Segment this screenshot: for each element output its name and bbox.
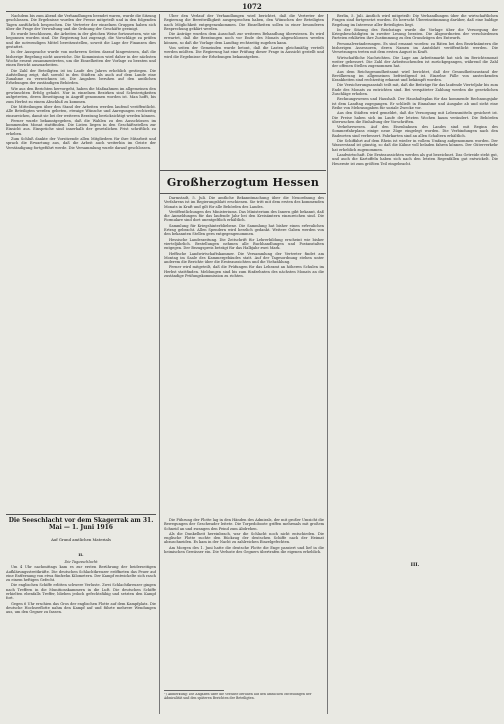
paragraph: Ferner wird mitgeteilt, daß die Prüfungen für das Lehramt an höheren Schulen im Herbst stattfinden. Meldungen sind bis zum fünfzehnten des nächsten Monats an die zuständige Prüfungskommission zu richten. [164, 265, 324, 279]
subheading: Die Tagesschlacht [64, 560, 98, 564]
section-header-hessen [160, 170, 326, 194]
column-1 [6, 14, 156, 502]
paragraph: Ferner wurde bekanntgegeben, daß die Wahlen zu den Ausschüssen im kommenden Monat stattfinden. Die Listen liegen in den Geschäftsstellen zur Einsicht aus. Einsprüche sind innerhalb der gesetzlichen Frist schriftlich zu erheben. [6, 118, 156, 136]
paragraph: Veröffentlichungen des Ministeriums. Das Ministerium des Innern gibt bekannt, daß die Anmeldungen für das laufende Jahr bei den Kreisämtern einzureichen sind. Die Formulare sind dort unentgeltlich erhältlich. [164, 209, 324, 223]
paragraph: Die englischen Schiffe erlitten schwere Verluste. Zwei Schlachtkreuzer gingen nach Treffern in die Munitionskammern in die Luft. Die deutschen Schiffe erhielten ebenfalls Treffer, blieben jedoch gefechtsfähig und setzten den Kampf fort. [6, 583, 156, 601]
column-3 [332, 14, 498, 714]
paragraph: Landwirtschaft. Die Ernteaussichten werden als gut bezeichnet. Das Getreide steht gut, und auch die Kartoffeln haben sich nach den letzten Regenfällen gut entwickelt. Die Heuernte ist zum größten Teil eingebracht. [332, 152, 498, 166]
paragraph: Als die Dunkelheit hereinbrach, war die Schlacht noch nicht entschieden. Die englische Flotte suchte den Rückzug der deutschen Schiffe nach der Heimat abzuschneiden. Es kam in der Nacht zu zahlreichen Einzelgefechten. [164, 531, 324, 545]
paragraph: In der Aussprache wurde von mehreren Seiten darauf hingewiesen, daß die bisherige Regelung nicht ausreiche. Die Kommission wird daher in der nächsten Woche erneut zusammentreten, um die Einzelheiten der Vorlage zu beraten und einen Bericht auszuarbeiten. [6, 50, 156, 68]
article-subtitle: Auf Grund amtlichen Materials [51, 537, 111, 542]
section-numeral: II. [78, 552, 84, 557]
footnote: *) Anmerkung: Die Angaben über die Verluste beruhen auf den amtlichen Mitteilungen der Admiralität und den späteren Berichten der Beteiligten. [164, 693, 312, 700]
paragraph: In der Sitzung des Reichstags wurde die Vorlage über die Versorgung der Kriegsbeschädigten in zweiter Lesung beraten. Die Abgeordneten der verschiedenen Parteien erklärten ihre Zustimmung zu den Grundzügen des Entwurfs. [332, 27, 498, 41]
paragraph: Am Morgen des 1. Juni hatte die deutsche Flotte die Enge passiert und lief in die heimischen Gewässer ein. Die Verluste des Gegners übertrafen die eigenen erheblich. [164, 545, 324, 555]
paragraph: Personalveränderungen. Es sind ernannt worden: zu Räten bei den Bezirksämtern die bisherigen Assessoren, deren Namen im Amtsblatt veröffentlicht werden. Die Versetzungen treten mit dem ersten August in Kraft. [332, 41, 498, 55]
paragraph: Sammlung für Kriegshinterbliebene. Die Sammlung hat bisher einen erfreulichen Ertrag gebracht. Allen Spendern wird herzlich gedankt. Weitere Gaben werden von den bekannten Stellen gern entgegengenommen. [164, 223, 324, 237]
section-numeral-iii: III. [410, 562, 420, 568]
paragraph: Zum Schluß dankte der Vorsitzende allen Mitgliedern für ihre Mitarbeit und sprach die Erwartung aus, daß die Arbeit auch weiterhin im Geiste der Verständigung fortgeführt werde. Die Versammlung wurde darauf geschlossen. [6, 137, 156, 150]
paragraph: Berlin, 5. Juli. Amtlich wird mitgeteilt: Die Verhandlungen über die wirtschaftlichen Fragen sind fortgesetzt worden. Es herrscht Übereinstimmung darüber, daß eine baldige Regelung im Interesse aller Beteiligten liegt. [332, 14, 498, 27]
paragraph: Gegen 6 Uhr erschien das Gros der englischen Flotte auf dem Kampfplatz. Die deutsche Hochseeflotte nahm den Kampf auf und führte mehrere Wendungen aus, um den Gegner zu fassen. [6, 601, 156, 615]
paragraph: Die Versicherungsanstalt teilt mit, daß die Beiträge für das laufende Vierteljahr bis zum Ende des Monats zu entrichten sind. Bei verspäteter Zahlung werden die gesetzlichen Zuschläge erhoben. [332, 83, 498, 97]
paragraph: Die Mitteilungen über den Stand der Arbeiten werden laufend veröffentlicht. Alle Beteiligten werden gebeten, etwaige Wünsche und Anregungen rechtzeitig einzureichen, damit sie bei der weiteren Beratung berücksichtigt werden können. [6, 104, 156, 118]
article-title-skagerrak: Die Seeschlacht vor dem Skagerrak am 31. Mai — 1. Juni 1916 [6, 514, 156, 531]
column-2-top [164, 14, 324, 174]
paragraph: Die Führung der Flotte lag in den Händen des Admirals, der mit großer Umsicht die Bewegungen der Geschwader leitete. Die Torpedoboote griffen mehrmals mit großem Schneid an und zwangen den Feind zum Abdrehen. [164, 518, 324, 531]
paragraph: Wie aus den Berichten hervorgeht, haben die Maßnahmen im allgemeinen den gewünschten Erfolg gehabt. Nur in einzelnen Bezirken sind Schwierigkeiten aufgetreten, deren Beseitigung in Angriff genommen worden ist. Man hofft, bis zum Herbst zu einem Abschluß zu kommen. [6, 86, 156, 104]
paragraph: Hessische Landeszeitung. Die Zeitschrift für Lehrerbildung erscheint wie bisher vierteljährlich. Bestellungen nehmen alle Buchhandlungen und Postanstalten entgegen. Der Bezugspreis beträgt für das Halbjahr zwei Mark. [164, 237, 324, 251]
column-divider [327, 14, 328, 714]
paragraph: Aus dem Reichsgesundheitsamt wird berichtet, daß der Gesundheitszustand der Bevölkerung im allgemeinen befriedigend ist. Einzelne Fälle von ansteckenden Krankheiten sind rechtzeitig erkannt und bekämpft worden. [332, 69, 498, 83]
paragraph: Darmstadt, 5. Juli. Die amtliche Bekanntmachung über die Neuordnung des Verfahrens ist im Regierungsblatt erschienen. Sie tritt mit dem ersten des kommenden Monats in Kraft und gilt für alle Behörden des Landes. [164, 196, 324, 209]
top-rule [6, 11, 498, 12]
column-5 [164, 518, 324, 718]
paragraph: Um 4 Uhr nachmittags kam es zur ersten Berührung der beiderseitigen Aufklärungsstreitkräfte. Die deutschen Schlachtkreuzer eröffneten das Feuer auf eine Entfernung von etwa fünfzehn Kilometern. Der Kampf entwickelte sich rasch zu einem heftigen Gefecht. [6, 565, 156, 583]
paragraph: Wirtschaftliche Nachrichten. Die Lage am Arbeitsmarkt hat sich im Berichtsmonat weiter gebessert. Die Zahl der Arbeitsuchenden ist zurückgegangen, während die Zahl der offenen Stellen zugenommen hat. [332, 55, 498, 69]
paragraph: Rechnungswesen und Haushalt. Der Haushaltsplan für das kommende Rechnungsjahr ist dem Landtag zugegangen. Er schließt in Einnahme und Ausgabe ab und sieht eine Reihe von Mehrausgaben für soziale Zwecke vor. [332, 97, 498, 110]
paragraph: Von seiten der Gemeinden wurde betont, daß die Lasten gleichmäßig verteilt werden müßten. Die Regierung hat eine Prüfung dieser Frage in Aussicht gestellt und wird die Ergebnisse der Erhebungen bekanntgeben. [164, 46, 324, 59]
paragraph: Über den Verlauf der Verhandlungen wird berichtet, daß die Vertreter der Regierung die Bereitwilligkeit ausgesprochen haben, den Wünschen der Beteiligten nach Möglichkeit entgegenzukommen. Die Einzelheiten sollen in einer besonderen Besprechung geklärt werden. [164, 14, 324, 31]
paragraph: Die Zahl der Beteiligten ist im Laufe des Jahres erheblich gestiegen. Die Aufstellung zeigt, daß sowohl in den Städten als auch auf dem Lande eine Zunahme zu verzeichnen ist. Die Angaben beruhen auf den amtlichen Erhebungen der zuständigen Behörden. [6, 68, 156, 86]
column-divider [159, 14, 160, 714]
page-number: 1072 [242, 2, 262, 11]
paragraph: Verkehrswesen. Auf den Eisenbahnen des Landes sind mit Beginn des Sommerfahrplans einige neue Züge eingelegt worden. Die Verbindungen nach den Badeorten sind verbessert. Fahrkarten sind an allen Schaltern erhältlich. [332, 125, 498, 138]
footnote-rule [164, 690, 224, 691]
paragraph: Die Schiffahrt auf dem Rhein ist wieder in vollem Umfang aufgenommen worden. Der Wasserstand ist günstig, so daß die Kähne voll beladen fahren können. Der Güterverkehr hat erheblich zugenommen. [332, 139, 498, 152]
paragraph: Es wurde beschlossen, die Arbeiten in der gleichen Weise fortzusetzen, wie sie begonnen worden sind. Die Regierung hat zugesagt, die Vorschläge zu prüfen und die notwendigen Mittel bereitzustellen, soweit die Lage der Finanzen dies gestattet. [6, 32, 156, 50]
paragraph: Aus den Städten wird gemeldet, daß die Versorgung mit Lebensmitteln gesichert ist. Die Preise haben sich im Laufe der letzten Wochen kaum verändert. Die Behörden überwachen die Einhaltung der Vorschriften. [332, 111, 498, 124]
column-2-body [164, 196, 324, 514]
paragraph: Nachdem bis zum Abend die Verhandlungen beendet waren, wurde die Sitzung geschlossen. Die Ergebnisse wurden der Presse mitgeteilt und in den folgenden Tagen ausführlich besprochen. Die Vertreter der einzelnen Gruppen haben sich über die Frage der Verwaltung und die Ordnung der Geschäfte geeinigt. [6, 14, 156, 31]
paragraph: Die Anträge wurden dem Ausschuß zur weiteren Behandlung überwiesen. Es wird erwartet, daß die Beratungen noch vor Ende des Monats abgeschlossen werden können, so daß die Vorlage dem Landtag rechtzeitig zugehen kann. [164, 32, 324, 45]
section-title: Großherzogtum Hessen [166, 175, 320, 189]
paragraph: Heffische Landwirtschaftskammer. Die Versammlung der Vertreter findet am Montag im Saale des Kammergebäudes statt. Auf der Tagesordnung stehen unter anderem die Berichte über die Ernteaussichten und die Viehzählung. [164, 251, 324, 265]
column-4 [6, 560, 156, 718]
